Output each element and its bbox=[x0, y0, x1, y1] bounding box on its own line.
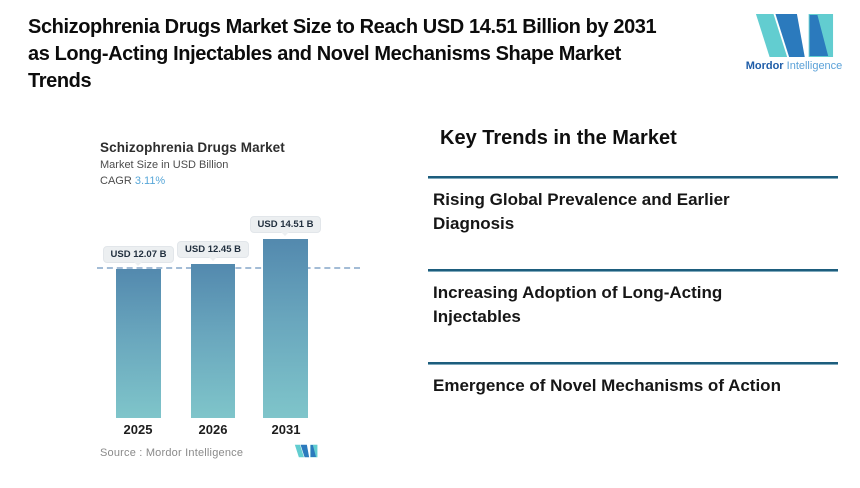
trend-item: Emergence of Novel Mechanisms of Action bbox=[433, 376, 781, 395]
x-axis-label: 2025 bbox=[123, 422, 153, 437]
brand-name bbox=[742, 60, 846, 72]
bar-chart bbox=[97, 210, 360, 418]
cagr-label: CAGR bbox=[100, 175, 132, 187]
mordor-intelligence-mini-logo-icon bbox=[294, 444, 318, 458]
x-axis-label: 2026 bbox=[198, 422, 228, 437]
key-trends-heading: Key Trends in the Market bbox=[440, 127, 677, 149]
trend-item: Rising Global Prevalence and Earlier Diagnosis bbox=[433, 190, 730, 233]
x-axis-label: 2031 bbox=[271, 422, 301, 437]
page-title-line: as Long-Acting Injectables and Novel Mechanisms Shape Market bbox=[28, 43, 621, 65]
chart-title: Schizophrenia Drugs Market bbox=[100, 140, 285, 155]
mordor-intelligence-logo-icon bbox=[753, 13, 835, 58]
trend-divider bbox=[428, 269, 838, 272]
chart-cagr bbox=[100, 175, 165, 187]
page-title-line: Schizophrenia Drugs Market Size to Reach USD 14.51 Billion by 2031 bbox=[28, 16, 657, 38]
brand-logo bbox=[742, 13, 846, 72]
bar bbox=[263, 239, 308, 418]
value-badge: USD 14.51 B bbox=[250, 216, 322, 233]
page-title-line: Trends bbox=[28, 70, 92, 92]
trend-divider bbox=[428, 362, 838, 365]
trend-item: Increasing Adoption of Long-Acting Injectables bbox=[433, 283, 723, 326]
trend-divider bbox=[428, 176, 838, 179]
value-badge: USD 12.45 B bbox=[177, 241, 249, 258]
chart-subtitle: Market Size in USD Billion bbox=[100, 159, 229, 171]
value-badge: USD 12.07 B bbox=[103, 246, 175, 263]
cagr-value: 3.11% bbox=[134, 175, 166, 187]
bar bbox=[116, 269, 161, 418]
brand-name-bold: Mordor bbox=[745, 60, 784, 72]
chart-source: Source : Mordor Intelligence bbox=[100, 447, 244, 459]
brand-name-light: Intelligence bbox=[786, 60, 843, 72]
page-title bbox=[28, 14, 728, 95]
bar bbox=[191, 264, 235, 418]
